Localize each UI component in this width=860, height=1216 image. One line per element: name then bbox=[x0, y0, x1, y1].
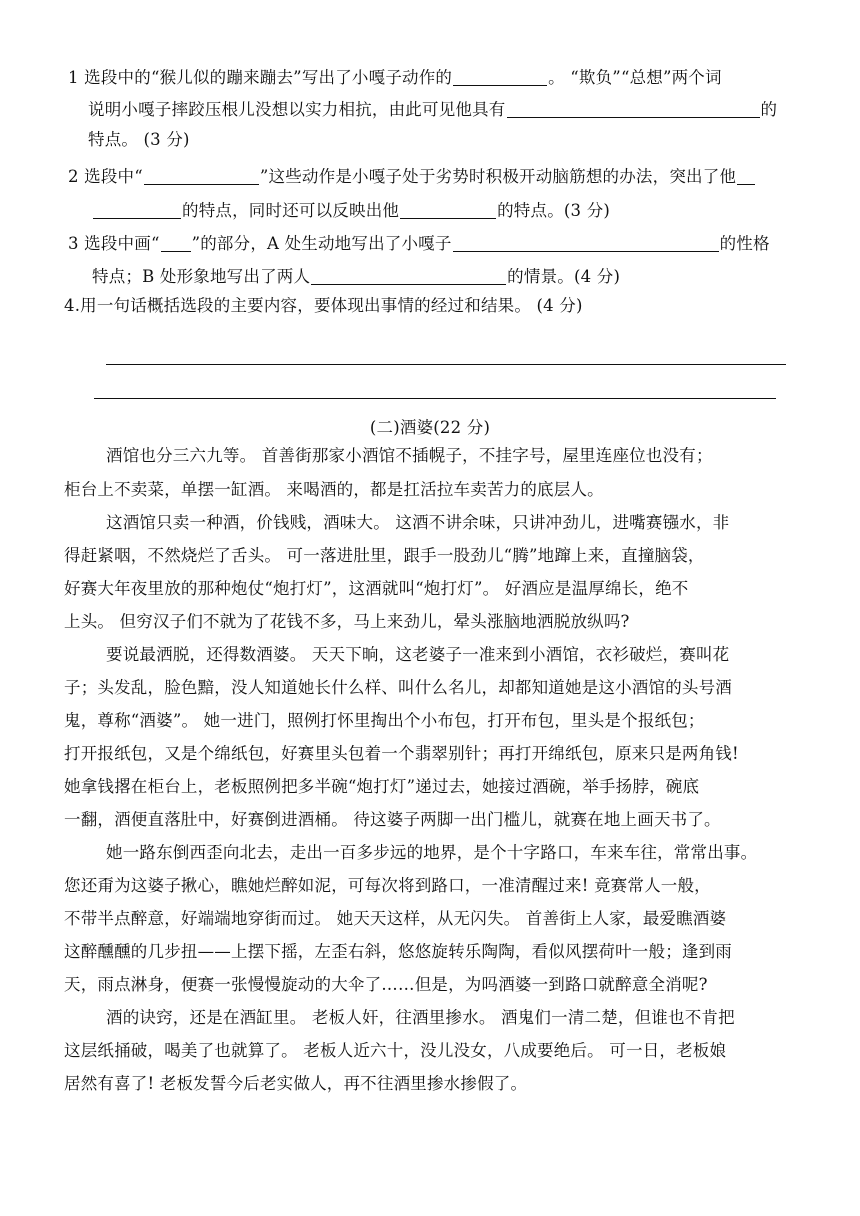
answer-line-1[interactable] bbox=[106, 364, 786, 365]
question-4-text: 4.用一句话概括选段的主要内容，要体现出事情的经过和结果。 (4 分) bbox=[64, 296, 583, 315]
answer-blank[interactable] bbox=[453, 67, 547, 86]
question-3-text-a: 3 选段中画“ bbox=[68, 234, 160, 253]
question-3-text-d: 特点；B 处形象地写出了两人 bbox=[92, 267, 311, 286]
passage-line: 酒的诀窍，还是在酒缸里。 老板人奸，往酒里掺水。 酒鬼们一清二楚，但谁也不肯把 bbox=[106, 1008, 735, 1027]
passage-line: 她拿钱撂在柜台上，老板照例把多半碗“炮打灯”递过去，她接过酒碗，举手扬脖，碗底 bbox=[64, 777, 700, 796]
question-1-text-d: 的 bbox=[760, 100, 778, 119]
answer-blank[interactable] bbox=[400, 200, 496, 219]
question-2-line-2 bbox=[92, 197, 610, 221]
passage-line: 居然有喜了! 老板发誓今后老实做人，再不往酒里掺水掺假了。 bbox=[64, 1074, 528, 1093]
question-3-text-e: 的情景。(4 分) bbox=[507, 267, 621, 286]
passage-line: 得赶紧咽，不然烧烂了舌头。 可一落进肚里，跟手一股劲儿“腾”地蹿上来，直撞脑袋， bbox=[64, 546, 705, 565]
passage-line: 这醉醺醺的几步扭——上摆下摇，左歪右斜，悠悠旋转乐陶陶，看似风摆荷叶一般；逢到雨 bbox=[64, 942, 732, 961]
answer-blank[interactable] bbox=[507, 99, 760, 118]
passage-line: 好赛大年夜里放的那种炮仗“炮打灯”，这酒就叫“炮打灯”。 好酒应是温厚绵长，绝不 bbox=[64, 579, 689, 598]
question-4-line-1 bbox=[64, 296, 583, 316]
section-title: (二)酒婆(22 分) bbox=[369, 418, 491, 437]
passage-line: 子；头发乱，脸色黯，没人知道她长什么样、叫什么名儿，却都知道她是这小酒馆的头号酒 bbox=[64, 678, 732, 697]
answer-blank[interactable] bbox=[453, 233, 719, 252]
passage-line: 一翻，酒便直落肚中，好赛倒进酒桶。 待这婆子两脚一出门槛儿，就赛在地上画天书了。 bbox=[64, 810, 721, 829]
question-1-line-2 bbox=[88, 96, 777, 120]
passage-line: 要说最洒脱，还得数酒婆。 天天下晌，这老婆子一准来到小酒馆，衣衫破烂，赛叫花 bbox=[106, 645, 730, 664]
underline-sample bbox=[161, 233, 191, 252]
passage-line: 这层纸捅破，喝美了也就算了。 老板人近六十，没儿没女，八成要绝后。 可一日，老板娘 bbox=[64, 1041, 727, 1060]
question-2-line-1 bbox=[68, 163, 756, 187]
question-2-text-b: ”这些动作是小嘎子处于劣势时积极开动脑筋想的办法，突出了他 bbox=[259, 167, 737, 186]
passage-line: 上头。 但穷汉子们不就为了花钱不多，马上来劲儿，晕头涨脑地洒脱放纵吗? bbox=[64, 612, 630, 631]
passage-line: 打开报纸包，又是个绵纸包，好赛里头包着一个翡翠别针；再打开绵纸包，原来只是两角钱! bbox=[64, 744, 739, 763]
passage-line: 酒馆也分三六九等。 首善街那家小酒馆不插幌子，不挂字号，屋里连座位也没有； bbox=[106, 446, 713, 465]
answer-blank[interactable] bbox=[311, 266, 506, 285]
question-3-line-1 bbox=[68, 230, 770, 254]
answer-blank[interactable] bbox=[144, 166, 259, 185]
question-1-line-3 bbox=[88, 130, 190, 150]
answer-line-2[interactable] bbox=[94, 398, 776, 399]
passage-line: 她一路东倒西歪向北去，走出一百多步远的地界，是个十字路口，车来车往，常常出事。 bbox=[106, 843, 758, 862]
question-3-text-b: ”的部分，A 处生动地写出了小嘎子 bbox=[191, 234, 452, 253]
question-2-text-c: 的特点，同时还可以反映出他 bbox=[182, 201, 400, 220]
question-2-text-d: 的特点。(3 分) bbox=[497, 201, 611, 220]
question-3-text-c: 的性格 bbox=[719, 234, 770, 253]
passage-line: 天，雨点淋身，便赛一张慢慢旋动的大伞了……但是，为吗酒婆一到路口就醉意全消呢? bbox=[64, 975, 708, 994]
question-1-text-c: 说明小嘎子摔跤压根儿没想以实力相抗，由此可见他具有 bbox=[88, 100, 506, 119]
question-1-line-1 bbox=[68, 64, 722, 88]
answer-blank[interactable] bbox=[93, 200, 181, 219]
answer-blank[interactable] bbox=[737, 166, 755, 185]
passage-line: 您还甭为这婆子揪心，瞧她烂醉如泥，可每次将到路口，一准清醒过来! 竟赛常人一般， bbox=[64, 876, 711, 895]
question-1-text-a: 1 选段中的“猴儿似的蹦来蹦去”写出了小嘎子动作的 bbox=[68, 68, 453, 87]
question-2-text-a: 2 选段中“ bbox=[68, 167, 143, 186]
passage-line: 柜台上不卖菜，单摆一缸酒。 来喝酒的，都是扛活拉车卖苦力的底层人。 bbox=[64, 480, 604, 499]
passage-line: 鬼，尊称“酒婆”。 她一进门，照例打怀里掏出个小布包，打开布包，里头是个报纸包； bbox=[64, 711, 705, 730]
passage-line: 不带半点醉意，好端端地穿街而过。 她天天这样，从无闪失。 首善街上人家，最爱瞧酒婆 bbox=[64, 909, 727, 928]
question-1-score: 特点。 (3 分) bbox=[88, 130, 190, 149]
question-3-line-2 bbox=[92, 263, 620, 287]
question-1-text-b: 。 “欺负”“总想”两个词 bbox=[548, 68, 722, 87]
passage-line: 这酒馆只卖一种酒，价钱贱，酒味大。 这酒不讲余味，只讲冲劲儿，进嘴赛镪水，非 bbox=[106, 513, 730, 532]
